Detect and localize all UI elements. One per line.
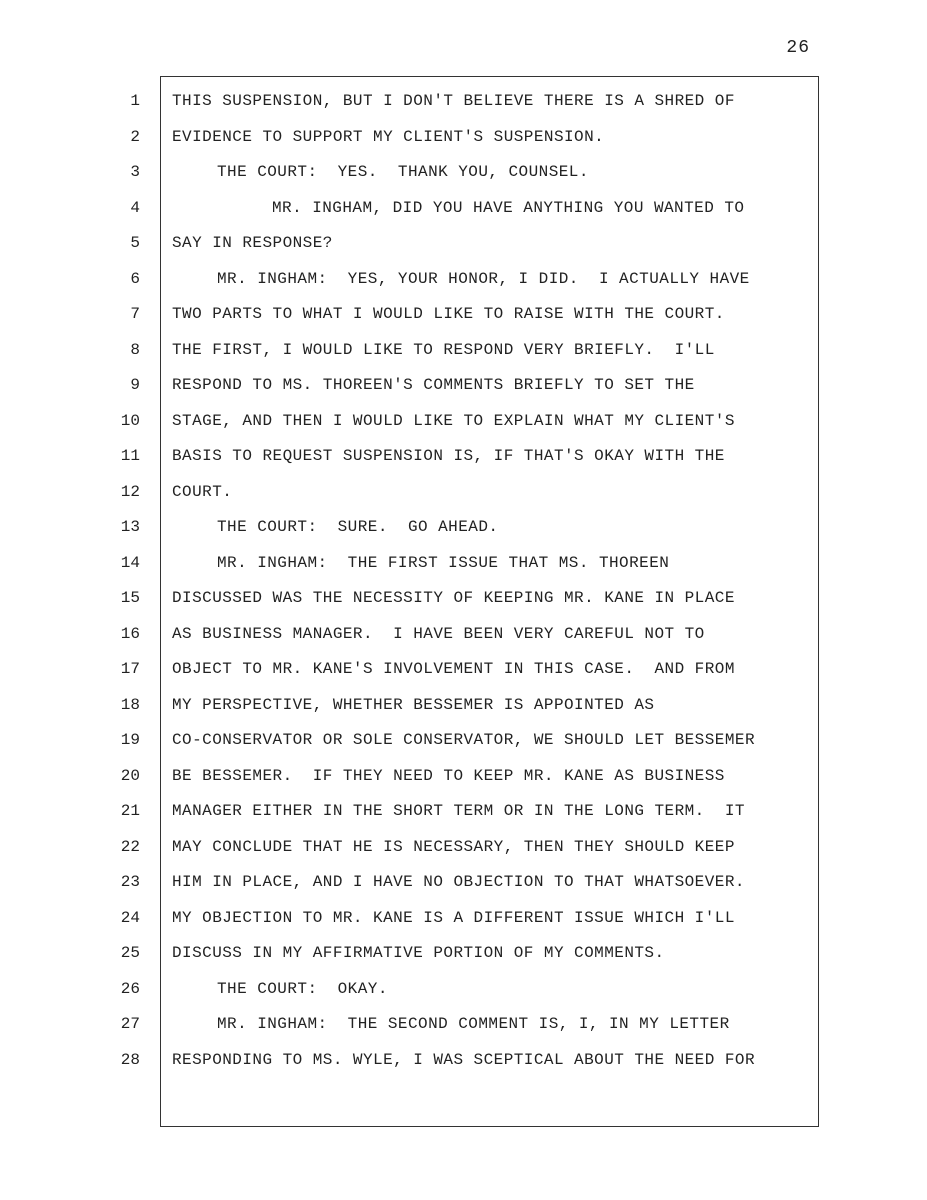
transcript-line: MY OBJECTION TO MR. KANE IS A DIFFERENT ISSUE WHICH I'LL: [172, 908, 735, 927]
transcript-line: COURT.: [172, 482, 233, 501]
transcript-line: BE BESSEMER. IF THEY NEED TO KEEP MR. KANE AS BUSINESS: [172, 766, 725, 785]
transcript-line: DISCUSS IN MY AFFIRMATIVE PORTION OF MY COMMENTS.: [172, 944, 665, 962]
transcript-line: MR. INGHAM: YES, YOUR HONOR, I DID. I ACTUALLY HAVE: [217, 269, 750, 288]
line-number: 4: [130, 198, 140, 217]
transcript-line: MY PERSPECTIVE, WHETHER BESSEMER IS APPOINTED AS: [172, 695, 655, 714]
line-number: 6: [130, 269, 140, 288]
transcript-line: BASIS TO REQUEST SUSPENSION IS, IF THAT'S OKAY WITH THE: [172, 447, 725, 465]
transcript-line: THE COURT: SURE. GO AHEAD.: [217, 518, 499, 536]
page-number: 26: [786, 38, 810, 58]
line-number: 13: [120, 518, 140, 536]
line-number: 20: [120, 766, 140, 785]
line-number: 5: [130, 234, 140, 252]
transcript-line: MR. INGHAM: THE SECOND COMMENT IS, I, IN MY LETTER: [217, 1015, 730, 1033]
line-number: 8: [130, 340, 140, 359]
transcript-line: MANAGER EITHER IN THE SHORT TERM OR IN THE LONG TERM. IT: [172, 802, 745, 820]
line-number: 10: [120, 411, 140, 430]
line-number: 15: [120, 589, 140, 607]
line-number: 28: [120, 1050, 140, 1069]
transcript-line: OBJECT TO MR. KANE'S INVOLVEMENT IN THIS CASE. AND FROM: [172, 660, 735, 678]
transcript-line: THE COURT: OKAY.: [217, 979, 388, 998]
line-number: 25: [120, 944, 140, 962]
line-number: 2: [130, 127, 140, 146]
line-number: 7: [130, 305, 140, 323]
line-number: 26: [120, 979, 140, 998]
transcript-line: CO-CONSERVATOR OR SOLE CONSERVATOR, WE SHOULD LET BESSEMER: [172, 731, 755, 749]
transcript-line: MR. INGHAM, DID YOU HAVE ANYTHING YOU WANTED TO: [272, 198, 745, 217]
transcript-line: THIS SUSPENSION, BUT I DON'T BELIEVE THERE IS A SHRED OF: [172, 92, 735, 110]
line-number: 16: [120, 624, 140, 643]
transcript-line: TWO PARTS TO WHAT I WOULD LIKE TO RAISE WITH THE COURT.: [172, 305, 725, 323]
line-number: 21: [120, 802, 140, 820]
line-number: 27: [120, 1015, 140, 1033]
line-number: 11: [120, 447, 140, 465]
line-number: 17: [120, 660, 140, 678]
line-number: 23: [120, 873, 140, 891]
line-number: 3: [130, 163, 140, 181]
transcript-line: EVIDENCE TO SUPPORT MY CLIENT'S SUSPENSION.: [172, 127, 605, 146]
line-number: 9: [130, 376, 140, 394]
transcript-line: HIM IN PLACE, AND I HAVE NO OBJECTION TO THAT WHATSOEVER.: [172, 873, 745, 891]
transcript-line: STAGE, AND THEN I WOULD LIKE TO EXPLAIN WHAT MY CLIENT'S: [172, 411, 735, 430]
line-number: 1: [130, 92, 140, 110]
transcript-line: DISCUSSED WAS THE NECESSITY OF KEEPING MR. KANE IN PLACE: [172, 589, 735, 607]
transcript-line: MR. INGHAM: THE FIRST ISSUE THAT MS. THOREEN: [217, 553, 670, 572]
line-number: 14: [120, 553, 140, 572]
transcript-line: AS BUSINESS MANAGER. I HAVE BEEN VERY CAREFUL NOT TO: [172, 624, 705, 643]
line-number: 12: [120, 482, 140, 501]
transcript-line: SAY IN RESPONSE?: [172, 234, 333, 252]
transcript-line: RESPONDING TO MS. WYLE, I WAS SCEPTICAL ABOUT THE NEED FOR: [172, 1050, 755, 1069]
line-number: 19: [120, 731, 140, 749]
line-number: 18: [120, 695, 140, 714]
transcript-line: RESPOND TO MS. THOREEN'S COMMENTS BRIEFLY TO SET THE: [172, 376, 695, 394]
line-number: 24: [120, 908, 140, 927]
transcript-line: THE FIRST, I WOULD LIKE TO RESPOND VERY BRIEFLY. I'LL: [172, 340, 715, 359]
transcript-line: THE COURT: YES. THANK YOU, COUNSEL.: [217, 163, 589, 181]
transcript-line: MAY CONCLUDE THAT HE IS NECESSARY, THEN THEY SHOULD KEEP: [172, 837, 735, 856]
line-number: 22: [120, 837, 140, 856]
